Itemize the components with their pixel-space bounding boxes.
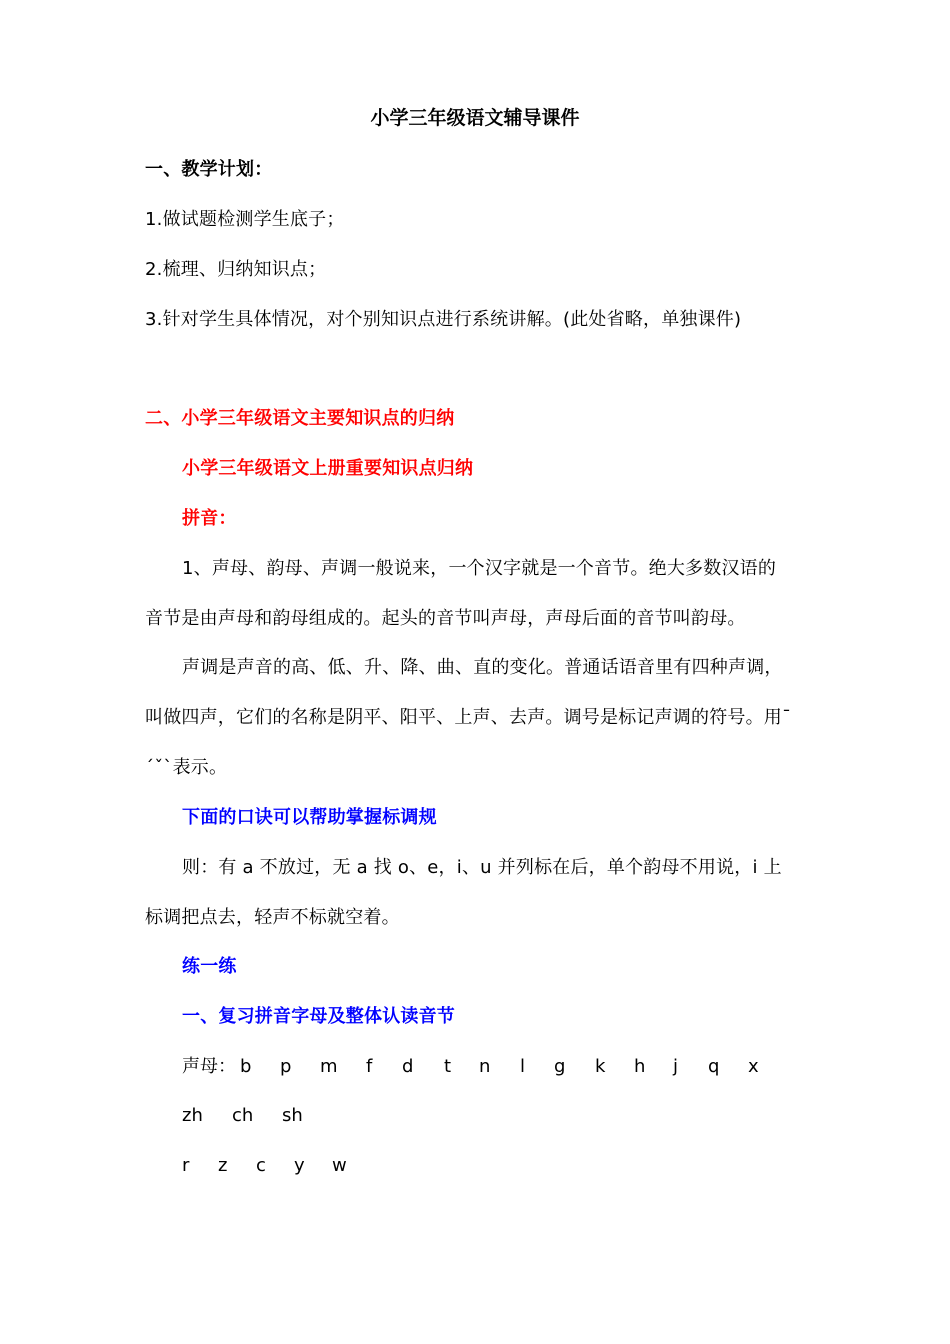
initial-letter: ch <box>232 1105 254 1126</box>
paragraph-2-line-2: 叫做四声，它们的名称是阴平、阳平、上声、去声。调号是标记声调的符号。用ˉ <box>145 707 792 728</box>
initials-row-1 <box>182 1055 782 1079</box>
initial-letter: p <box>280 1056 292 1077</box>
section-2-heading: 二、小学三年级语文主要知识点的归纳 <box>145 408 455 429</box>
initial-letter: t <box>444 1056 452 1077</box>
initial-letter: q <box>708 1056 720 1077</box>
initial-letter: g <box>554 1056 566 1077</box>
initial-letter: n <box>479 1056 491 1077</box>
initial-letter: k <box>595 1056 606 1077</box>
document-title: 小学三年级语文辅导课件 <box>370 107 580 129</box>
section-1-heading: 一、教学计划： <box>145 159 273 180</box>
section-2-subheading: 小学三年级语文上册重要知识点归纳 <box>182 458 474 479</box>
initial-letter: zh <box>182 1105 203 1126</box>
initials-row-2 <box>182 1104 382 1128</box>
paragraph-3-line-1: 则：有 a 不放过，无 a 找 o、e，i、u 并列标在后，单个韵母不用说，i 上 <box>182 857 782 878</box>
initial-letter: b <box>240 1056 252 1077</box>
paragraph-2-line-1: 声调是声音的高、低、升、降、曲、直的变化。普通话语音里有四种声调， <box>182 657 783 678</box>
initials-row-3 <box>182 1154 382 1178</box>
initial-letter: d <box>402 1056 414 1077</box>
paragraph-1-line-1: 1、声母、韵母、声调一般说来，一个汉字就是一个音节。绝大多数汉语的 <box>182 558 777 579</box>
paragraph-2-line-3: ˊˇˋ表示。 <box>145 757 228 778</box>
practice-heading: 练一练 <box>182 956 237 977</box>
initial-letter: c <box>256 1155 266 1176</box>
paragraph-3-line-2: 标调把点去，轻声不标就空着。 <box>145 907 400 928</box>
initial-letter: w <box>332 1155 347 1176</box>
initial-letter: l <box>520 1056 526 1077</box>
pinyin-heading: 拼音： <box>182 508 237 529</box>
initial-letter: f <box>366 1056 373 1077</box>
paragraph-1-line-2: 音节是由声母和韵母组成的。起头的音节叫声母，声母后面的音节叫韵母。 <box>145 608 746 629</box>
exercise-heading: 一、复习拼音字母及整体认读音节 <box>182 1006 455 1027</box>
initials-label: 声母： <box>182 1056 236 1077</box>
initial-letter: x <box>748 1056 759 1077</box>
mnemonic-heading: 下面的口诀可以帮助掌握标调规 <box>182 807 437 828</box>
initial-letter: z <box>218 1155 228 1176</box>
plan-item-2: 2.梳理、归纳知识点； <box>145 259 327 280</box>
initial-letter: sh <box>282 1105 303 1126</box>
initial-letter: r <box>182 1155 190 1176</box>
plan-item-3: 3.针对学生具体情况，对个别知识点进行系统讲解。(此处省略，单独课件) <box>145 309 742 330</box>
initial-letter: j <box>673 1056 679 1077</box>
initial-letter: m <box>320 1056 338 1077</box>
initial-letter: y <box>294 1155 305 1176</box>
initial-letter: h <box>634 1056 646 1077</box>
plan-item-1: 1.做试题检测学生底子； <box>145 209 345 230</box>
